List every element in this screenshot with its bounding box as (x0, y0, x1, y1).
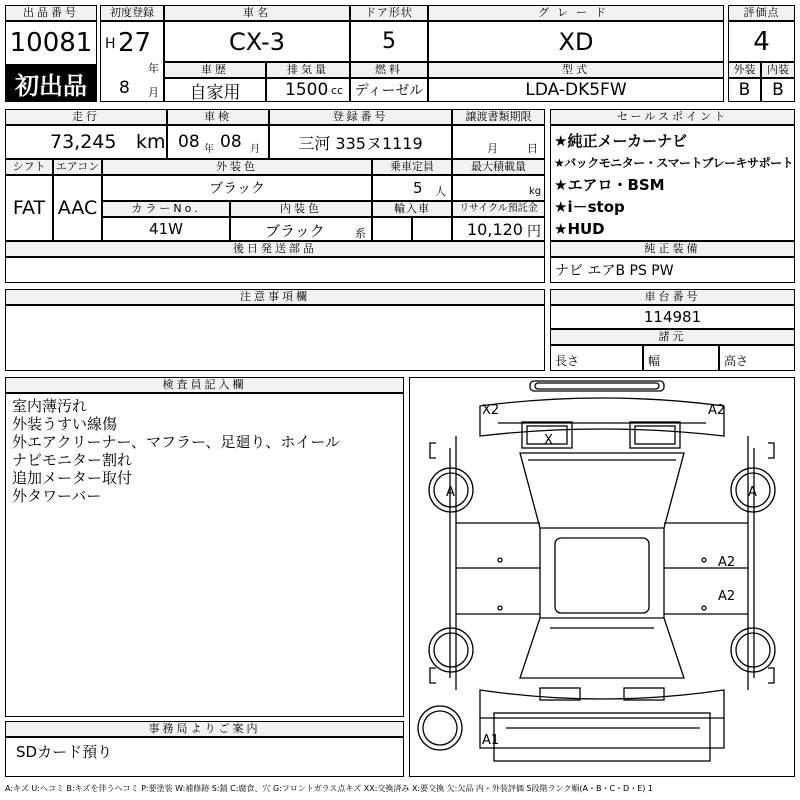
damage-mark-a1: A1 (482, 733, 500, 748)
shift-label: シフト (5, 159, 53, 175)
note-line: 室内薄汚れ (12, 397, 88, 415)
fuel-label: 燃料 (350, 62, 428, 78)
score-label: 評価点 (728, 5, 795, 21)
plate-cell (269, 125, 452, 159)
mileage-cell (5, 125, 167, 159)
era: H (105, 36, 116, 52)
capacity-cell (372, 175, 452, 201)
displacement-unit: cc (331, 84, 344, 97)
plate-label: 登録番号 (269, 109, 452, 125)
office-notice: SDカード預り (16, 743, 113, 761)
interior-color-label: 内装色 (230, 201, 372, 217)
interior-color-cell (230, 217, 372, 241)
damage-mark-x: X (544, 433, 553, 448)
sales-points-label: セールスポイント (550, 109, 795, 125)
sales-points-cell (550, 125, 795, 241)
history-label: 車歴 (164, 62, 266, 78)
model: LDA-DK5FW (525, 80, 627, 100)
sales-point: ★i－stop (554, 198, 625, 216)
damage-mark-a-left: A (446, 485, 455, 500)
ext-score: B (738, 80, 751, 100)
note-line: 追加メーター取付 (12, 469, 133, 487)
recycle-fee-cell (452, 217, 545, 241)
max-load-label: 最大積載量 (452, 159, 545, 175)
first-listing-badge: 初出品 (5, 65, 97, 102)
int-score: B (772, 80, 784, 100)
interior-color: ブラック (265, 222, 325, 240)
score-cell (728, 21, 795, 62)
height-cell (719, 345, 795, 371)
damage-legend: A:キズ U:ヘコミ B:キズを伴うヘコミ P:要塗装 W:補修跡 S:錆 C:腐食、穴 G:フロントガラス点キズ XX:交換済み X:要交換 欠:欠品 内・外装評価 5段階ランク順(A・B・C・D・E) 1 (5, 784, 654, 793)
recycle-fee-unit: 円 (527, 224, 541, 240)
shift-cell (5, 175, 53, 241)
car-name: CX-3 (229, 27, 285, 56)
doors-cell (350, 21, 428, 62)
equipment-cell (550, 257, 795, 283)
grade-cell (428, 21, 724, 62)
reg-year-unit: 年 (148, 62, 159, 75)
fuel-cell (350, 78, 428, 102)
reg-month: 8 (119, 78, 130, 98)
later-parts-cell (5, 257, 545, 283)
displacement-label: 排気量 (266, 62, 350, 78)
capacity-unit: 人 (435, 185, 446, 198)
exterior-color: ブラック (209, 181, 265, 197)
capacity: 5 (413, 179, 423, 197)
inspection-year-unit: 年 (204, 144, 214, 155)
color-number-label: カラーNo. (102, 201, 230, 217)
lot-number-label: 出品番号 (5, 5, 97, 21)
specs-label: 諸元 (550, 329, 795, 345)
interior-color-suffix: 系 (355, 227, 366, 240)
grade: XD (558, 27, 594, 56)
reg-year: 27 (118, 28, 152, 58)
car-name-cell (164, 21, 350, 62)
equipment: ナビ エアB PS PW (555, 263, 674, 279)
displacement-cell (266, 78, 350, 102)
history-cell (164, 78, 266, 102)
model-label: 型式 (428, 62, 724, 78)
length-label: 長さ (555, 354, 580, 368)
aircon: AAC (57, 197, 98, 219)
mileage-label: 走行 (5, 109, 167, 125)
fuel: ディーゼル (354, 83, 424, 99)
office-notice-cell (5, 737, 404, 777)
damage-mark-a-right: A (748, 485, 757, 500)
color-number: 41W (149, 220, 183, 238)
inspector-notes-cell (5, 393, 404, 717)
sales-point: ★エアロ・BSM (554, 176, 665, 194)
car-diagram (409, 377, 795, 777)
exterior-color-label: 外装色 (102, 159, 372, 175)
note-line: ナビモニター割れ (12, 451, 133, 469)
plate: 三河 335ヌ1119 (298, 133, 423, 153)
car-name-label: 車名 (164, 5, 350, 21)
note-line: 外エアクリーナー、マフラー、足廻り、ホイール (12, 433, 341, 451)
transfer-month-unit: 月 (487, 142, 498, 155)
office-notice-label: 事務局よりご案内 (5, 721, 404, 737)
damage-mark-a2-top: A2 (708, 403, 726, 418)
displacement: 1500 (285, 80, 329, 100)
sales-point: ★バックモニター・スマートブレーキサポート (554, 156, 794, 170)
note-line: 外装うすい線傷 (12, 415, 118, 433)
capacity-label: 乗車定員 (372, 159, 452, 175)
inspection-month-unit: 月 (250, 144, 260, 155)
inspection-cell (167, 125, 269, 159)
recycle-fee-label: リサイクル預託金 (452, 201, 545, 217)
aircon-cell (53, 175, 102, 241)
lot-number-cell (5, 21, 97, 65)
chassis-number-cell (550, 305, 795, 329)
aircon-label: エアコン (53, 159, 102, 175)
exterior-color-cell (102, 175, 372, 201)
reg-month-unit: 月 (148, 86, 159, 99)
damage-mark-a2-mid2: A2 (718, 589, 736, 604)
damage-mark-a2-mid1: A2 (718, 555, 736, 570)
score: 4 (753, 26, 770, 57)
lot-number: 10081 (9, 28, 93, 58)
inspector-notes-label: 検査員記入欄 (5, 377, 404, 393)
int-score-label: 内装 (761, 62, 795, 78)
note-line: 外タワーバー (12, 487, 102, 505)
sales-point: ★純正メーカーナビ (554, 132, 688, 150)
history: 自家用 (189, 82, 241, 103)
first-registration-label: 初度登録 (100, 5, 164, 21)
inspection-year: 08 (178, 132, 200, 152)
caution-cell (5, 305, 545, 371)
length-cell (550, 345, 643, 371)
width-cell (643, 345, 719, 371)
shift: FAT (12, 197, 46, 219)
chassis-number-label: 車台番号 (550, 289, 795, 305)
car-outline-diagram (410, 378, 794, 776)
mileage: 73,245 (50, 131, 117, 153)
height-label: 高さ (724, 354, 749, 368)
mileage-unit: km (136, 131, 166, 153)
max-load-unit: kg (529, 186, 542, 197)
equipment-label: 純正装備 (550, 241, 795, 257)
inspection-label: 車検 (167, 109, 269, 125)
doors-label: ドア形状 (350, 5, 428, 21)
int-score-cell (761, 78, 795, 102)
width-label: 幅 (648, 354, 661, 368)
inspection-month: 08 (220, 132, 242, 152)
transfer-deadline-label: 譲渡書類期限 (452, 109, 545, 125)
chassis-number: 114981 (643, 308, 702, 326)
ext-score-label: 外装 (728, 62, 761, 78)
damage-mark-x2: X2 (482, 403, 500, 418)
doors: 5 (382, 29, 396, 54)
color-number-cell (102, 217, 230, 241)
sales-point: ★HUD (554, 220, 605, 238)
import-cell (372, 217, 412, 241)
import-cell-2 (412, 217, 452, 241)
transfer-day-unit: 日 (527, 142, 538, 155)
caution-label: 注意事項欄 (5, 289, 545, 305)
recycle-fee: 10,120 (467, 220, 523, 239)
max-load-cell (452, 175, 545, 201)
first-registration-cell (100, 21, 164, 102)
grade-label: グレード (428, 5, 724, 21)
import-label: 輸入車 (372, 201, 452, 217)
model-cell (428, 78, 724, 102)
ext-score-cell (728, 78, 761, 102)
transfer-deadline-cell (452, 125, 545, 159)
later-parts-label: 後日発送部品 (5, 241, 545, 257)
